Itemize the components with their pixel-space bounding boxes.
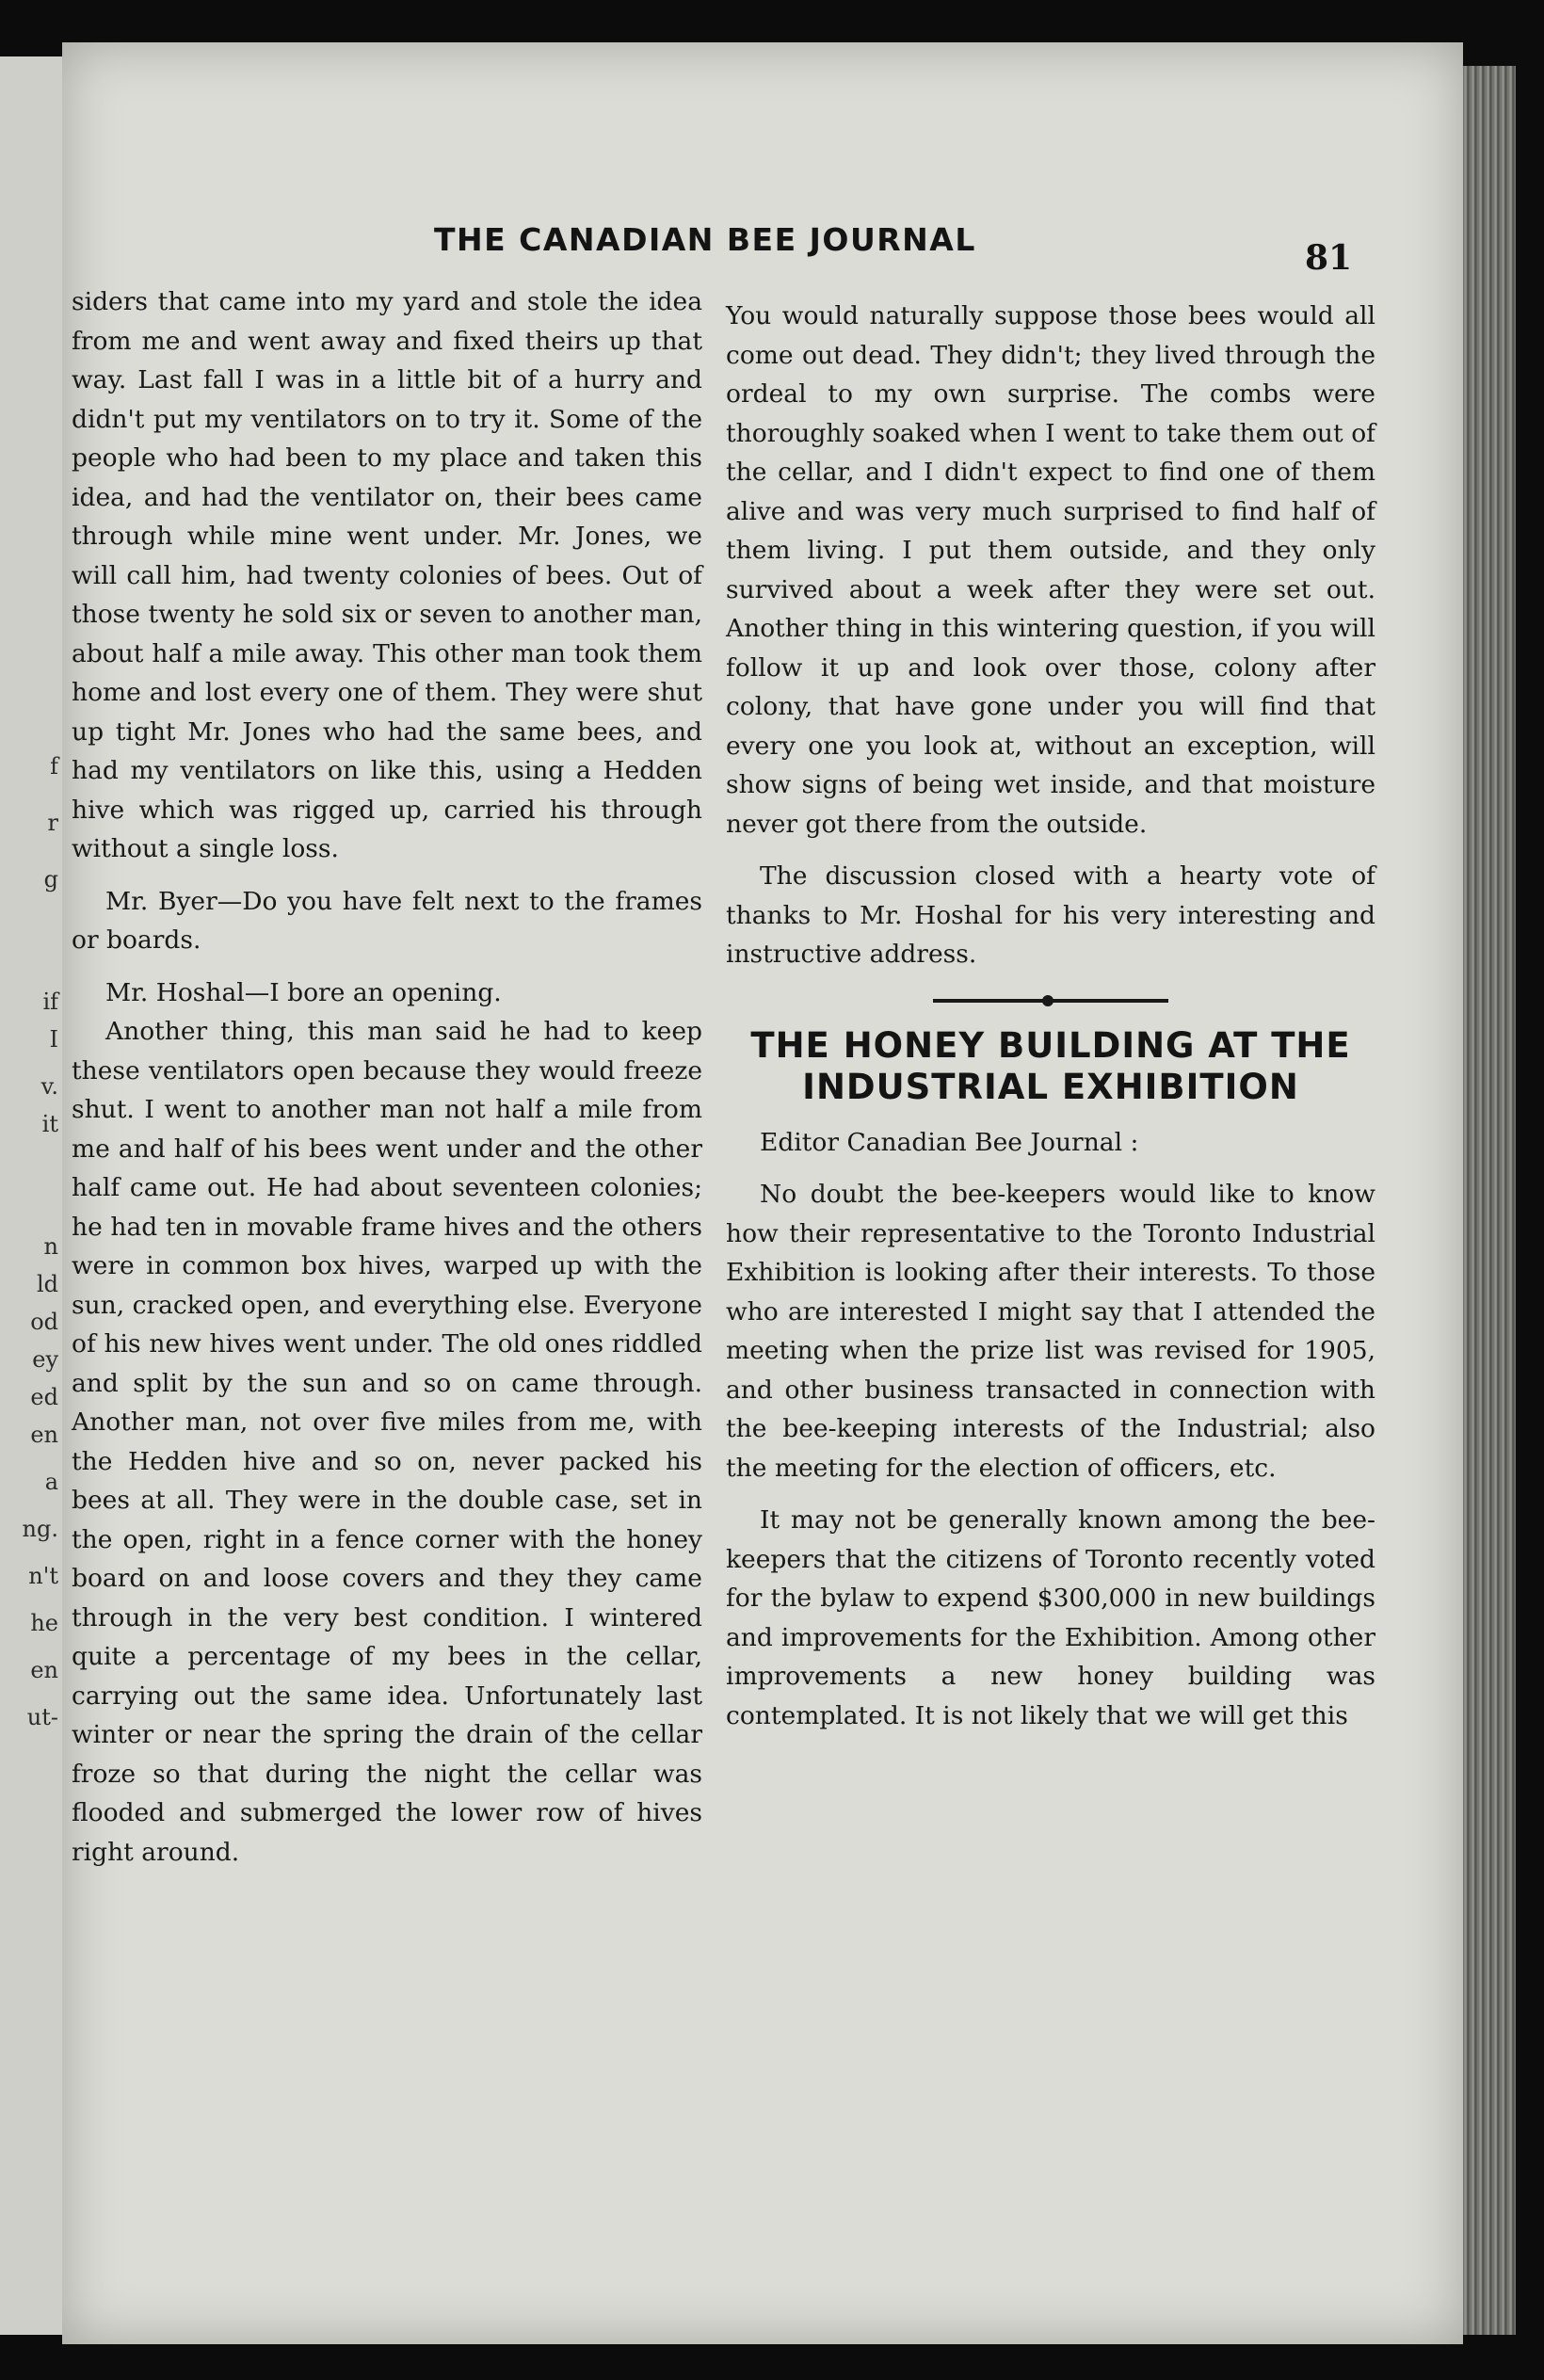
paragraph: The discussion closed with a hearty vote of thanks to Mr. Hoshal for his very interesting and instructive address. xyxy=(726,861,1375,969)
adjacent-page-edge xyxy=(0,56,62,2335)
page-number: 81 xyxy=(1305,238,1353,278)
paragraph: Another thing, this man said he had to keep these ventilators open because they would freeze shut. I went to another man not half a mile from me and half of his bees went under and the other half came out. He had about seventeen colonies; he had ten in movable frame hives and the others were in common box hives, warped up with the sun, cracked open, and everything else. Everyone of his new hives went under. The old ones riddled and split by the sun and so on came through. Another man, not over five miles from me, with the Hedden hive and so on, never packed his bees at all. They were in the double case, set in the open, right in a fence corner with the honey board on and loose covers and they they came through in the very best condition. I wintered quite a percentage of my bees in the cellar, carrying out the same idea. Unfortunately last winter or near the spring the drain of the cellar froze so that during the night the cellar was flooded and submerged the lower row of hives right around. xyxy=(72,1017,702,1867)
margin-fragment: en xyxy=(30,1422,58,1448)
margin-fragment: ed xyxy=(30,1384,58,1410)
paragraph: It may not be generally known among the bee-keepers that the citizens of Toronto recently voted for the bylaw to expend $300,000 in new buildings and improvements for the Exhibition. Among other improvements a new honey building was contemplated. It is not likely that we will get this xyxy=(726,1505,1375,1730)
margin-fragment: it xyxy=(41,1111,58,1137)
margin-fragment: n't xyxy=(28,1563,58,1589)
margin-fragment: g xyxy=(43,866,58,892)
right-column xyxy=(726,297,1375,1735)
paragraph: siders that came into my yard and stole the idea from me and went away and fixed theirs up that way. Last fall I was in a little bit of a hurry and didn't put my ventilators on to try it. Some of the people who had been to my place and taken this idea, and had the ventilator on, their bees came through while mine went under. Mr. Jones, we will call him, had twenty colonies of bees. Out of those twenty he sold six or seven to another man, about half a mile away. This other man took them home and lost every one of them. They were shut up tight Mr. Jones who had the same bees, and had my ventilators on like this, using a Hedden hive which was rigged up, carried his through without a single loss. xyxy=(72,287,702,863)
margin-fragment: ld xyxy=(36,1271,58,1297)
margin-fragment: ut- xyxy=(26,1704,58,1730)
book-page-edges xyxy=(1463,66,1516,2335)
journal-title: THE CANADIAN BEE JOURNAL xyxy=(434,221,976,258)
margin-fragment: if xyxy=(42,989,58,1015)
margin-fragment: he xyxy=(30,1610,58,1636)
left-column xyxy=(72,282,702,1872)
paragraph: Mr. Hoshal—I bore an opening. xyxy=(105,977,502,1007)
salutation: Editor Canadian Bee Journal : xyxy=(760,1127,1139,1157)
margin-fragment: v. xyxy=(40,1073,58,1100)
margin-fragment: n xyxy=(43,1233,58,1260)
margin-fragment: f xyxy=(50,753,58,780)
margin-fragment: r xyxy=(47,810,58,836)
journal-page xyxy=(62,42,1463,2344)
paragraph: Mr. Byer—Do you have felt next to the frames or boards. xyxy=(72,886,702,955)
margin-fragment: ey xyxy=(32,1346,58,1373)
paragraph: No doubt the bee-keepers would like to know how their representative to the Toronto Industrial Exhibition is looking after their interests. To those who are interested I might say that I attended the meeting when the prize list was revised for 1905, and other business transacted in connection with the bee-keeping interests of the Industrial; also the meeting for the election of officers, etc. xyxy=(726,1180,1375,1483)
margin-fragment: I xyxy=(49,1026,58,1053)
article-headline: THE HONEY BUILDING AT THE INDUSTRIAL EXHIBITION xyxy=(750,1024,1351,1107)
margin-fragment: od xyxy=(30,1309,58,1335)
running-header xyxy=(62,184,1463,278)
margin-fragment: en xyxy=(30,1657,58,1683)
margin-fragment: a xyxy=(44,1469,58,1495)
section-divider xyxy=(933,999,1168,1003)
margin-fragment: ng. xyxy=(22,1516,58,1542)
paragraph: You would naturally suppose those bees would all come out dead. They didn't; they lived through the ordeal to my own surprise. The combs were thoroughly soaked when I went to take them out of the cellar, and I didn't expect to find one of them alive and was very much surprised to find half of them living. I put them outside, and they only survived about a week after they were set out. Another thing in this wintering question, if you will follow it up and look over those, colony after colony, that have gone under you will find that every one you look at, without an exception, will show signs of being wet inside, and that moisture never got there from the outside. xyxy=(726,301,1375,839)
